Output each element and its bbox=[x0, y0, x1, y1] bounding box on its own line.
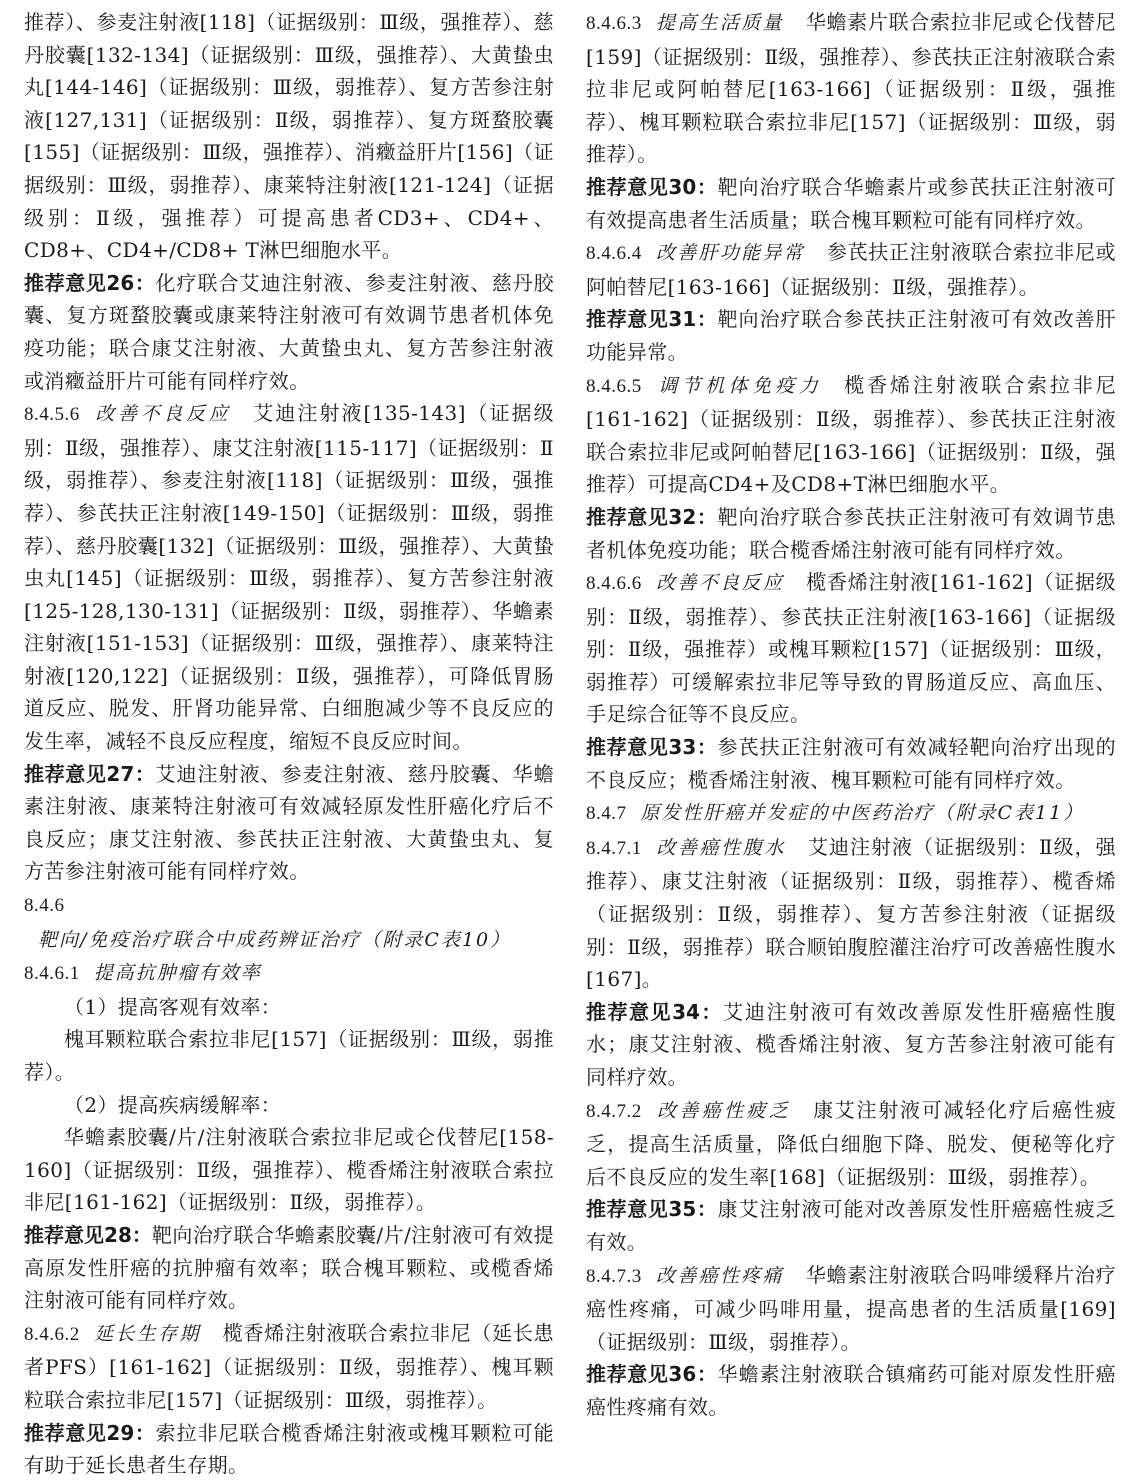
section-title: 改善癌性腹水 bbox=[655, 836, 786, 859]
rec-text: 索拉非尼联合榄香烯注射液或槐耳颗粒可能有助于延长患者生存期。 bbox=[24, 1420, 554, 1478]
section-8-4-6-1 bbox=[24, 956, 554, 991]
section-8-4-7-1 bbox=[586, 831, 1116, 996]
para-huaier-sorafenib: 槐耳颗粒联合索拉非尼[157]（证据级别：Ⅲ级，弱推荐）。 bbox=[24, 1027, 554, 1084]
section-title: 提高抗肿瘤有效率 bbox=[93, 962, 262, 985]
rec-text: 艾迪注射液可有效改善原发性肝癌癌性腹水；康艾注射液、榄香烯注射液、复方苦参注射液可能有同样疗效。 bbox=[586, 999, 1116, 1089]
rec-text: 艾迪注射液、参麦注射液、慈丹胶囊、华蟾素注射液、康莱特注射液可有效减轻原发性肝癌化疗后不良反应；康艾注射液、参芪扶正注射液、大黄蛰虫丸、复方苦参注射液可能有同样疗效。 bbox=[24, 761, 554, 884]
section-text: 榄香烯注射液[161-162]（证据级别：Ⅱ级，弱推荐）、参芪扶正注射液[163-166]（证据级别：Ⅱ级，强推荐）或槐耳颗粒[157]（证据级别：Ⅲ级，弱推荐）可缓解索拉非尼等导致的胃肠道反应、高血压、手足综合征等不良反应。 bbox=[586, 570, 1116, 727]
rec-label: 推荐意见30： bbox=[586, 174, 718, 199]
rec-label: 推荐意见33： bbox=[586, 735, 718, 760]
section-8-4-7-2 bbox=[586, 1094, 1116, 1194]
section-8-4-5-6 bbox=[24, 397, 554, 758]
recommendation-33 bbox=[586, 731, 1116, 796]
section-number: 8.4.7.1 bbox=[586, 837, 642, 859]
recommendation-26 bbox=[24, 267, 554, 397]
section-8-4-6-5 bbox=[586, 369, 1116, 501]
section-heading bbox=[24, 403, 253, 425]
section-heading bbox=[586, 1100, 813, 1122]
rec-label: 推荐意见31： bbox=[586, 307, 718, 332]
section-text: 榄香烯注射液联合索拉非尼[161-162]（证据级别：Ⅱ级，弱推荐）、参芪扶正注射液联合索拉非尼或阿帕替尼[163-166]（证据级别：Ⅱ级，强推荐）可提高CD4+及CD8+T淋巴细胞水平。 bbox=[586, 372, 1116, 497]
section-title: 改善癌性疲乏 bbox=[655, 1099, 792, 1122]
recommendation-35 bbox=[586, 1193, 1116, 1258]
section-8-4-6-3 bbox=[586, 6, 1116, 171]
section-number: 8.4.6.3 bbox=[586, 13, 642, 34]
section-text: 华蟾素注射液联合吗啡缓释片治疗癌性疼痛，可减少吗啡用量，提高患者的生活质量[169]（证据级别：Ⅲ级，弱推荐）。 bbox=[586, 1262, 1116, 1354]
section-8-4-7 bbox=[586, 796, 1116, 831]
section-number: 8.4.7 bbox=[586, 803, 627, 825]
subitem-objective-response: （1）提高客观有效率： bbox=[64, 994, 282, 1019]
section-title: 改善不良反应 bbox=[655, 572, 785, 595]
rec-label: 推荐意见36： bbox=[586, 1362, 718, 1387]
section-8-4-6-4 bbox=[586, 236, 1116, 303]
para-immune-indicators: 推荐）、参麦注射液[118]（证据级别：Ⅲ级，强推荐）、慈丹胶囊[132-134]（证据级别：Ⅲ级，强推荐）、大黄蛰虫丸[144-146]（证据级别：Ⅲ级，弱推荐）、复方苦参注射液[127,131]（证据级别：Ⅱ级，弱推荐）、复方斑蝥胶囊[155]（证据级别：Ⅲ级，强推荐）、消癥益肝片[156]（证据级别：Ⅲ级，弱推荐）、康莱特注射液[121-124]（证据级别：Ⅱ级，强推荐）可提高患者CD3+、CD4+、CD8+、CD4+/CD8+ T淋巴细胞水平。 bbox=[24, 10, 554, 263]
rec-text: 靶向治疗联合参芪扶正注射液可有效改善肝功能异常。 bbox=[586, 307, 1116, 364]
recommendation-29 bbox=[24, 1417, 554, 1482]
recommendation-28 bbox=[24, 1219, 554, 1317]
rec-label: 推荐意见27： bbox=[24, 761, 156, 786]
section-number: 8.4.6.1 bbox=[24, 963, 80, 985]
section-heading bbox=[586, 837, 808, 859]
section-number: 8.4.6.5 bbox=[586, 375, 642, 397]
rec-text: 靶向治疗联合华蟾素胶囊/片/注射液可有效提高原发性肝癌的抗肿瘤有效率；联合槐耳颗粒、或榄香烯注射液可能有同样疗效。 bbox=[24, 1222, 554, 1313]
section-number: 8.4.5.6 bbox=[24, 404, 80, 426]
section-title: 改善不良反应 bbox=[93, 403, 232, 426]
section-heading bbox=[586, 572, 806, 594]
rec-text: 靶向治疗联合参芪扶正注射液可有效调节患者机体免疫功能；联合榄香烯注射液可能有同样疗效。 bbox=[586, 504, 1116, 562]
rec-text: 靶向治疗联合华蟾素片或参芪扶正注射液可有效提高患者生活质量；联合槐耳颗粒可能有同样疗效。 bbox=[586, 174, 1116, 232]
section-title: 提高生活质量 bbox=[655, 12, 784, 34]
left-column bbox=[24, 6, 554, 1482]
rec-label: 推荐意见35： bbox=[586, 1197, 718, 1222]
subitem-disease-remission: （2）提高疾病缓解率： bbox=[64, 1092, 282, 1117]
section-8-4-6 bbox=[24, 888, 554, 956]
recommendation-32 bbox=[586, 501, 1116, 566]
section-heading bbox=[586, 242, 827, 264]
para-huachansu-sorafenib: 华蟾素胶囊/片/注射液联合索拉非尼或仑伐替尼[158-160]（证据级别：Ⅱ级，强推荐）、榄香烯注射液联合索拉非尼[161-162]（证据级别：Ⅱ级，弱推荐）。 bbox=[24, 1125, 554, 1215]
section-title: 调节机体免疫力 bbox=[655, 374, 823, 397]
section-8-4-6-6 bbox=[586, 566, 1116, 731]
section-number: 8.4.7.2 bbox=[586, 1100, 642, 1122]
rec-text: 华蟾素注射液联合镇痛药可能对原发性肝癌癌性疼痛有效。 bbox=[586, 1362, 1116, 1419]
section-heading bbox=[586, 375, 844, 397]
section-number: 8.4.6.4 bbox=[586, 243, 642, 265]
right-column bbox=[586, 6, 1116, 1424]
rec-label: 推荐意见29： bbox=[24, 1420, 156, 1445]
recommendation-36 bbox=[586, 1358, 1116, 1423]
section-number: 8.4.6.2 bbox=[24, 1323, 80, 1345]
rec-label: 推荐意见32： bbox=[586, 504, 718, 529]
section-text: 艾迪注射液[135-143]（证据级别：Ⅱ级，强推荐）、康艾注射液[115-117]（证据级别：Ⅱ级，弱推荐）、参麦注射液[118]（证据级别：Ⅲ级，强推荐）、参芪扶正注射液[149-150]（证据级别：Ⅲ级，弱推荐）、慈丹胶囊[132]（证据级别：Ⅲ级，强推荐）、大黄蛰虫丸[145]（证据级别：Ⅲ级，弱推荐）、复方苦参注射液[125-128,130-131]（证据级别：Ⅱ级，弱推荐）、华蟾素注射液[151-153]（证据级别：Ⅲ级，强推荐）、康莱特注射液[120,122]（证据级别：Ⅱ级，强推荐），可降低胃肠道反应、脱发、肝肾功能异常、白细胞减少等不良反应的发生率，减轻不良反应程度，缩短不良反应时间。 bbox=[24, 401, 554, 754]
section-text: 艾迪注射液（证据级别：Ⅱ级，强推荐）、康艾注射液（证据级别：Ⅱ级，弱推荐）、榄香烯（证据级别：Ⅱ级，弱推荐）、复方苦参注射液（证据级别：Ⅱ级，弱推荐）联合顺铂腹腔灌注治疗可改善癌性腹水[167]。 bbox=[586, 834, 1116, 992]
section-8-4-7-3 bbox=[586, 1259, 1116, 1359]
rec-label: 推荐意见26： bbox=[24, 270, 156, 295]
section-number: 8.4.7.3 bbox=[586, 1265, 642, 1287]
section-heading bbox=[24, 1323, 223, 1345]
section-heading bbox=[586, 12, 806, 34]
section-text: 榄香烯注射液联合索拉非尼（延长患者PFS）[161-162]（证据级别：Ⅱ级，弱推荐）、槐耳颗粒联合索拉非尼[157]（证据级别：Ⅲ级，弱推荐）。 bbox=[24, 1320, 554, 1412]
section-heading bbox=[586, 802, 1106, 824]
section-title: 改善癌性疼痛 bbox=[655, 1264, 784, 1287]
section-heading bbox=[586, 1265, 806, 1287]
rec-text: 化疗联合艾迪注射液、参麦注射液、慈丹胶囊、复方斑蝥胶囊或康莱特注射液可有效调节患者机体免疫功能；联合康艾注射液、大黄蛰虫丸、复方苦参注射液或消癥益肝片可能有同样疗效。 bbox=[24, 270, 554, 393]
rec-label: 推荐意见34： bbox=[586, 999, 723, 1024]
section-title: 靶向/免疫治疗联合中成药辨证治疗（附录C表10） bbox=[38, 928, 512, 951]
recommendation-34 bbox=[586, 996, 1116, 1094]
section-heading bbox=[24, 962, 284, 984]
section-title: 改善肝功能异常 bbox=[655, 242, 805, 265]
section-number: 8.4.6.6 bbox=[586, 573, 642, 595]
rec-text: 参芪扶正注射液可有效减轻靶向治疗出现的不良反应；榄香烯注射液、槐耳颗粒可能有同样疗效。 bbox=[586, 735, 1116, 792]
section-heading bbox=[24, 894, 533, 951]
section-text: 康艾注射液可减轻化疗后癌性疲乏，提高生活质量，降低白细胞下降、脱发、便秘等化疗后不良反应的发生率[168]（证据级别：Ⅲ级，弱推荐）。 bbox=[586, 1097, 1116, 1189]
section-8-4-6-2 bbox=[24, 1317, 554, 1417]
section-number: 8.4.6 bbox=[24, 895, 65, 917]
section-text: 参芪扶正注射液联合索拉非尼或阿帕替尼[163-166]（证据级别：Ⅱ级，强推荐）。 bbox=[586, 240, 1116, 299]
section-title: 延长生存期 bbox=[93, 1322, 201, 1345]
rec-label: 推荐意见28： bbox=[24, 1222, 152, 1247]
section-title: 原发性肝癌并发症的中医药治疗（附录C表11） bbox=[640, 802, 1085, 825]
recommendation-31 bbox=[586, 303, 1116, 368]
section-text: 华蟾素片联合索拉非尼或仑伐替尼[159]（证据级别：Ⅱ级，强推荐）、参芪扶正注射液联合索拉非尼或阿帕替尼[163-166]（证据级别：Ⅱ级，强推荐）、槐耳颗粒联合索拉非尼[157]（证据级别：Ⅲ级，弱推荐）。 bbox=[586, 10, 1116, 167]
recommendation-30 bbox=[586, 171, 1116, 236]
recommendation-27 bbox=[24, 758, 554, 888]
rec-text: 康艾注射液可能对改善原发性肝癌癌性疲乏有效。 bbox=[586, 1197, 1116, 1254]
